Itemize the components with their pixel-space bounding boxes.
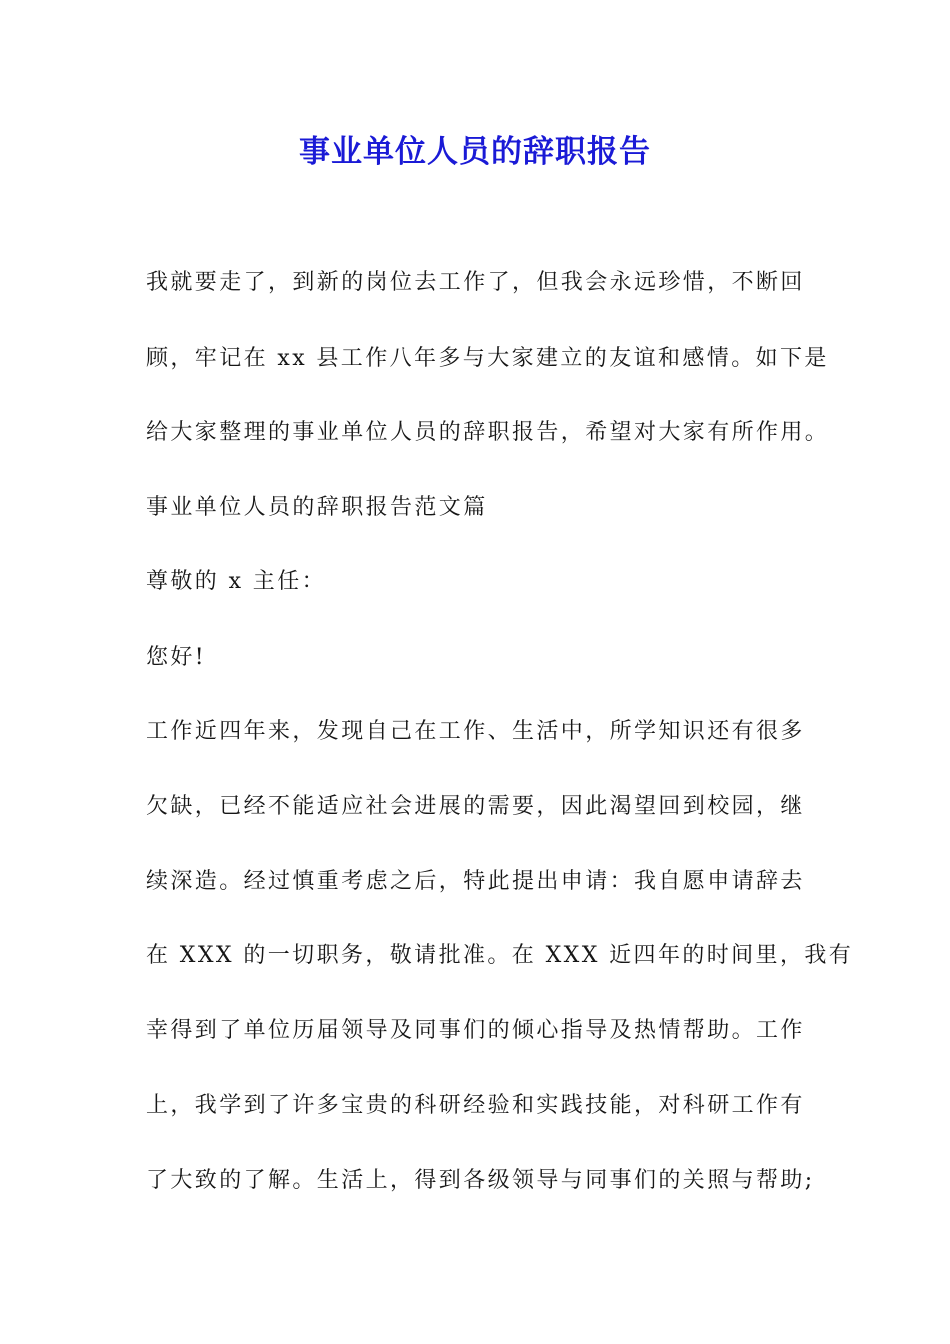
section-heading: 事业单位人员的辞职报告范文篇 bbox=[146, 495, 488, 520]
salutation: 尊敬的 x 主任： bbox=[146, 569, 326, 594]
body-line-12: 上，我学到了许多宝贵的科研经验和实践技能，对科研工作有 bbox=[146, 1093, 805, 1118]
body-line-13: 了大致的了解。生活上，得到各级领导与同事们的关照与帮助; bbox=[146, 1168, 815, 1193]
body-line-11: 幸得到了单位历届领导及同事们的倾心指导及热情帮助。工作 bbox=[146, 1018, 805, 1043]
document-title: 事业单位人员的辞职报告 bbox=[299, 134, 651, 170]
body-line-7: 工作近四年来，发现自己在工作、生活中，所学知识还有很多 bbox=[146, 719, 805, 744]
body-line-3: 给大家整理的事业单位人员的辞职报告，希望对大家有所作用。 bbox=[146, 420, 830, 445]
body-line-1: 我就要走了，到新的岗位去工作了，但我会永远珍惜，不断回 bbox=[146, 270, 805, 295]
body-line-8: 欠缺，已经不能适应社会进展的需要，因此渴望回到校园，继 bbox=[146, 794, 805, 819]
body-line-9: 续深造。经过慎重考虑之后，特此提出申请：我自愿申请辞去 bbox=[146, 869, 805, 894]
body-line-10: 在 XXX 的一切职务，敬请批准。在 XXX 近四年的时间里，我有 bbox=[146, 943, 854, 968]
body-line-2: 顾，牢记在 xx 县工作八年多与大家建立的友谊和感情。如下是 bbox=[146, 346, 829, 371]
greeting: 您好! bbox=[146, 645, 207, 670]
